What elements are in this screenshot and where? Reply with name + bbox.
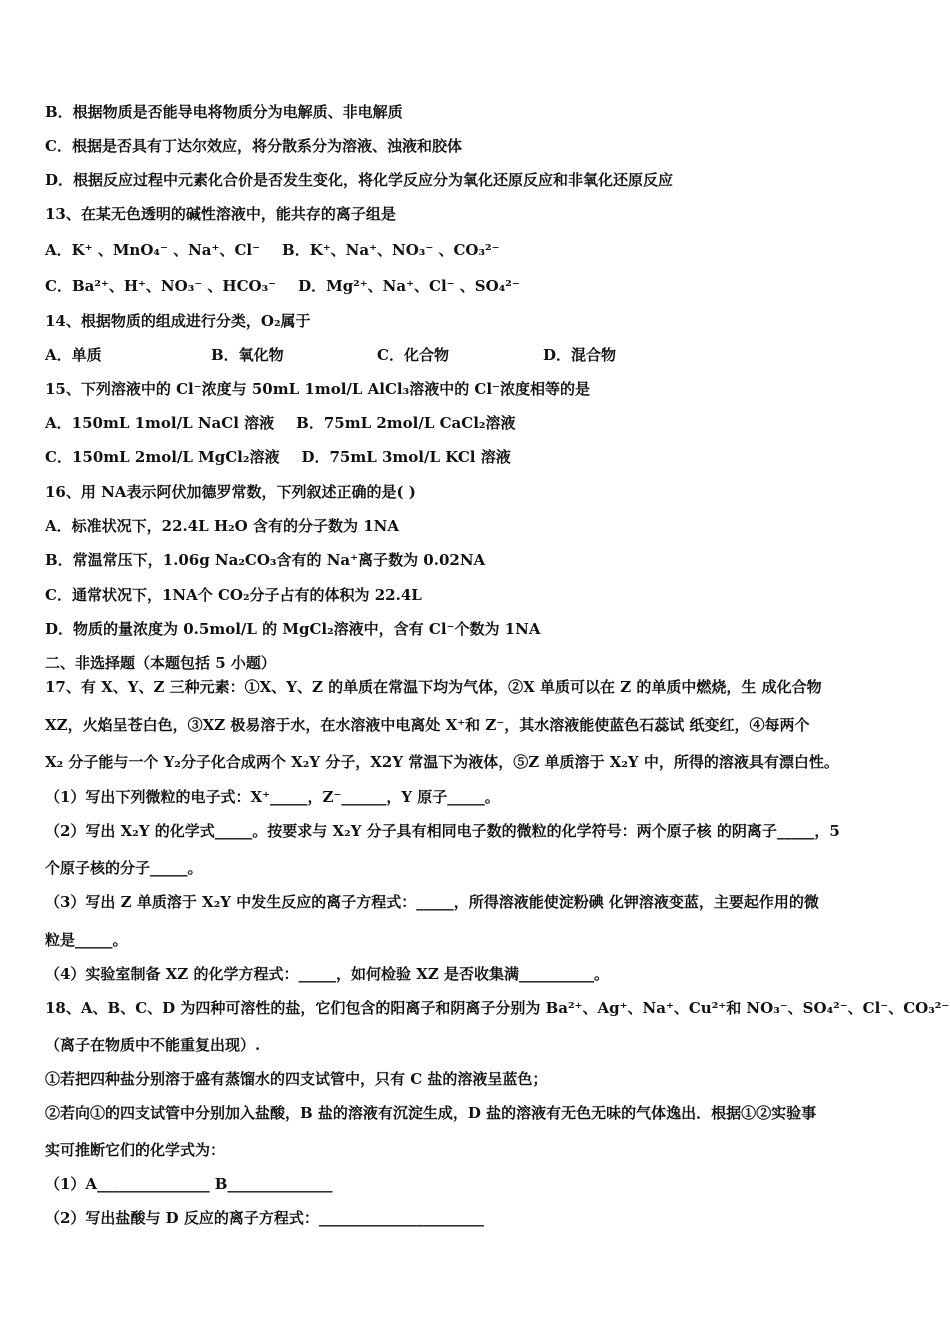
q16-option-c: C．通常状况下，1NA个 CO₂分子占有的体积为 22.4L [45,586,422,604]
q14-options [45,344,616,366]
q12-option-c: C．根据是否具有丁达尔效应，将分散系分为溶液、浊液和胶体 [45,137,462,155]
q15-option-c: C．150mL 2mol/L MgCl₂溶液 [45,448,280,466]
q14-option-b: B．氧化物 [211,346,284,364]
q14-option-d: D．混合物 [543,346,617,364]
section-heading: 二、非选择题（本题包括 5 小题） [45,654,276,672]
q18-sub2: （2）写出盐酸与 D 反应的离子方程式：______________________ [45,1209,484,1227]
q16-stem: 16、用 NA表示阿伏加德罗常数，下列叙述正确的是( ) [45,483,416,501]
q18-stem-line1: 18、A、B、C、D 为四种可溶性的盐，它们包含的阳离子和阴离子分别为 Ba²⁺、Ag⁺、Na⁺、Cu²⁺和 NO₃⁻、SO₄²⁻、Cl⁻、CO₃²⁻ [45,999,950,1017]
q17-stem-line2: XZ，火焰呈苍白色，③XZ 极易溶于水，在水溶液中电离处 X⁺和 Z⁻，其水溶液能使蓝色石蕊试 纸变红，④每两个 [45,716,810,734]
q13-stem: 13、在某无色透明的碱性溶液中，能共存的离子组是 [45,205,396,223]
q17-sub2-line2: 个原子核的分子_____。 [45,859,203,877]
q15-option-b: B．75mL 2mol/L CaCl₂溶液 [296,414,516,432]
q15-option-a: A．150mL 1mol/L NaCl 溶液 [45,414,275,432]
q16-option-a: A．标准状况下，22.4L H₂O 含有的分子数为 1NA [45,517,399,535]
q17-sub3-line1: （3）写出 Z 单质溶于 X₂Y 中发生反应的离子方程式：_____，所得溶液能使淀粉碘 化钾溶液变蓝，主要起作用的微 [45,893,819,911]
q17-sub2-line1: （2）写出 X₂Y 的化学式_____。按要求与 X₂Y 分子具有相同电子数的微粒的化学符号：两个原子核 的阴离子_____，5 [45,822,840,840]
q18-condition2-line1: ②若向①的四支试管中分别加入盐酸，B 盐的溶液有沉淀生成，D 盐的溶液有无色无味的气体逸出．根据①②实验事 [45,1104,817,1122]
q17-sub3-line2: 粒是_____。 [45,931,128,949]
q13-options-row1 [45,239,500,261]
q18-condition2-line2: 实可推断它们的化学式为： [45,1141,226,1159]
q18-stem-line2: （离子在物质中不能重复出现）. [45,1036,261,1054]
q12-option-d: D．根据反应过程中元素化合价是否发生变化，将化学反应分为氧化还原反应和非氧化还原反应 [45,171,674,189]
q17-sub4: （4）实验室制备 XZ 的化学方程式：_____，如何检验 XZ 是否收集满__________。 [45,965,610,983]
q13-option-c: C．Ba²⁺、H⁺、NO₃⁻ 、HCO₃⁻ [45,277,277,295]
q17-stem-line1: 17、有 X、Y、Z 三种元素：①X、Y、Z 的单质在常温下均为气体，②X 单质可以在 Z 的单质中燃烧，生 成化合物 [45,678,822,696]
q17-sub1: （1）写出下列微粒的电子式：X⁺_____，Z⁻______，Y 原子_____。 [45,788,500,806]
q15-stem: 15、下列溶液中的 Cl⁻浓度与 50mL 1mol/L AlCl₃溶液中的 Cl⁻浓度相等的是 [45,380,590,398]
q13-option-a: A．K⁺ 、MnO₄⁻ 、Na⁺、Cl⁻ [45,241,261,259]
q17-stem-line3: X₂ 分子能与一个 Y₂分子化合成两个 X₂Y 分子，X2Y 常温下为液体，⑤Z 单质溶于 X₂Y 中，所得的溶液具有漂白性。 [45,753,839,771]
q12-option-b: B．根据物质是否能导电将物质分为电解质、非电解质 [45,103,403,121]
q13-options-row2 [45,275,520,297]
q16-option-b: B．常温常压下，1.06g Na₂CO₃含有的 Na⁺离子数为 0.02NA [45,551,486,569]
q14-option-a: A．单质 [45,346,102,364]
q18-condition1: ①若把四种盐分别溶于盛有蒸馏水的四支试管中，只有 C 盐的溶液呈蓝色； [45,1070,548,1088]
q18-sub1: （1）A_______________ B______________ [45,1175,333,1193]
q15-options-row1 [45,412,515,434]
q14-stem: 14、根据物质的组成进行分类，O₂属于 [45,312,311,330]
q16-option-d: D．物质的量浓度为 0.5mol/L 的 MgCl₂溶液中，含有 Cl⁻个数为 1NA [45,620,541,638]
q15-option-d: D．75mL 3mol/L KCl 溶液 [301,448,511,466]
q13-option-d: D．Mg²⁺、Na⁺、Cl⁻ 、SO₄²⁻ [298,277,520,295]
q15-options-row2 [45,446,511,468]
q13-option-b: B．K⁺、Na⁺、NO₃⁻ 、CO₃²⁻ [282,241,500,259]
q14-option-c: C．化合物 [377,346,449,364]
